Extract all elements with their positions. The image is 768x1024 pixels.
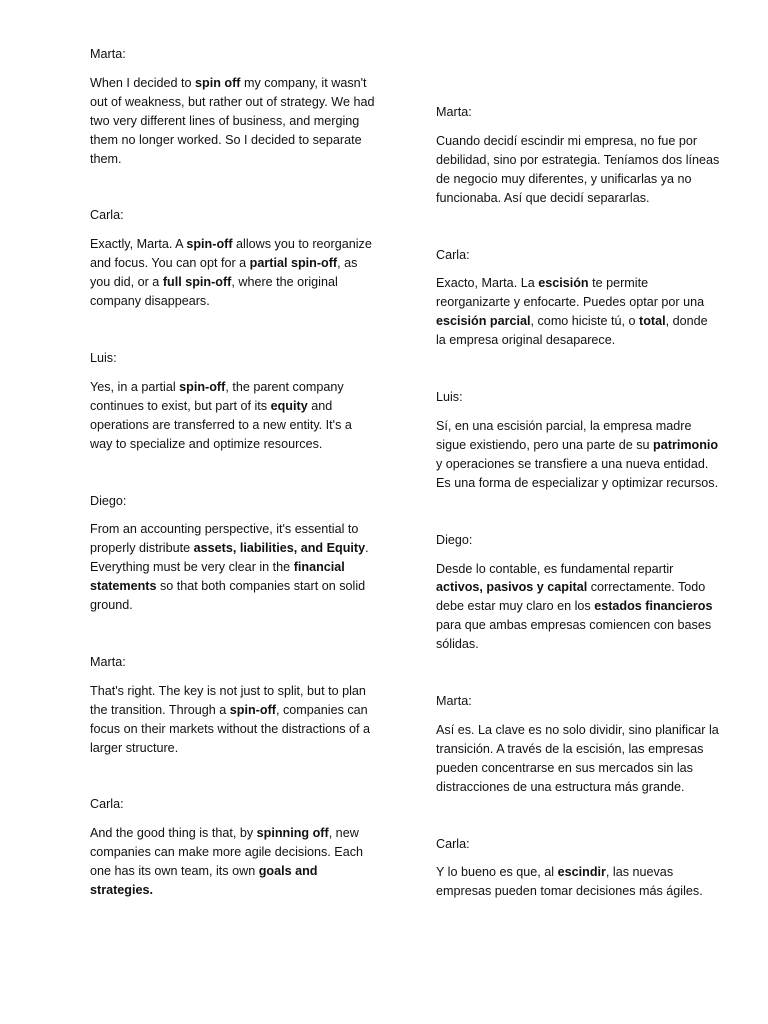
- text-segment: , as: [337, 256, 358, 271]
- dialogue-text: [90, 824, 394, 900]
- bold-term: equity: [270, 398, 308, 413]
- dialogue-text: [436, 274, 740, 350]
- text-segment: out of weakness, but rather out of strategy. We had: [90, 94, 375, 109]
- text-line: [436, 721, 740, 740]
- speaker-name: Carla:: [436, 836, 470, 851]
- text-segment: so that both companies start on solid: [156, 579, 366, 594]
- text-line: [90, 520, 394, 539]
- text-line: [436, 436, 740, 455]
- text-segment: pueden concentrarse en sus mercados sin las: [436, 760, 693, 775]
- bold-term: spinning off: [256, 826, 329, 841]
- speaker-name: Luis:: [90, 350, 117, 365]
- text-line: [90, 74, 394, 93]
- dialogue-turn: [436, 531, 740, 654]
- dialogue-text: [90, 74, 394, 169]
- bold-term: partial spin-off: [249, 256, 338, 271]
- bold-term: full spin-off: [162, 275, 232, 290]
- text-segment: correctamente. Todo: [587, 580, 706, 595]
- text-line: [90, 862, 394, 881]
- text-segment: allows you to reorganize: [232, 237, 372, 252]
- text-segment: That's right. The key is not just to split, but to plan: [90, 683, 366, 698]
- text-segment: sigue existiendo, pero una parte de su: [436, 437, 654, 452]
- text-segment: te permite: [588, 276, 649, 291]
- bold-term: financial: [293, 560, 345, 575]
- text-segment: distracciones de una estructura más grande.: [436, 779, 685, 794]
- text-segment: Exactly, Marta. A: [90, 237, 187, 252]
- text-segment: ground.: [90, 598, 133, 613]
- text-line: [436, 635, 740, 654]
- text-line: [90, 558, 394, 577]
- text-segment: Y lo bueno es que, al: [436, 865, 558, 880]
- text-segment: you did, or a: [90, 275, 163, 290]
- text-segment: properly distribute: [90, 541, 194, 556]
- bold-term: patrimonio: [653, 437, 719, 452]
- speaker-name: Carla:: [90, 208, 124, 223]
- text-segment: and: [307, 398, 333, 413]
- text-line: [436, 740, 740, 759]
- text-segment: , where the original: [231, 275, 338, 290]
- text-segment: and focus. You can opt for a: [90, 256, 250, 271]
- speaker-name: Marta:: [90, 47, 126, 61]
- text-line: [436, 293, 740, 312]
- text-line: [436, 274, 740, 293]
- text-segment: continues to exist, but part of its: [90, 398, 271, 413]
- text-segment: them no longer worked. So I decided to separate: [90, 132, 362, 147]
- text-segment: transición. A través de la escisión, las empresas: [436, 741, 704, 756]
- text-line: [90, 112, 394, 131]
- text-segment: empresas pueden tomar decisiones más ágiles.: [436, 884, 703, 899]
- dialogue-text: [436, 721, 740, 797]
- dialogue-turn: [90, 492, 394, 615]
- dialogue-text: [436, 863, 740, 901]
- text-segment: y operaciones se transfiere a una nueva entidad.: [436, 456, 709, 471]
- dialogue-turn: [436, 246, 740, 351]
- text-segment: two very different lines of business, and merging: [90, 113, 360, 128]
- text-line: [90, 131, 394, 150]
- text-segment: the transition. Through a: [90, 702, 230, 717]
- dialogue-turn: [436, 103, 740, 208]
- text-line: [90, 150, 394, 169]
- text-segment: debilidad, sino por estrategia. Teníamos dos líneas: [436, 152, 720, 167]
- text-line: [90, 843, 394, 862]
- text-line: [90, 292, 394, 311]
- text-segment: them.: [90, 151, 122, 166]
- text-segment: When I decided to: [90, 75, 196, 90]
- dialogue-text: [90, 682, 394, 758]
- text-line: [90, 739, 394, 758]
- text-line: [90, 720, 394, 739]
- speaker-name: Luis:: [436, 390, 463, 405]
- text-segment: Yes, in a partial: [90, 379, 180, 394]
- text-line: [436, 759, 740, 778]
- text-line: [436, 455, 740, 474]
- dialogue-text: [436, 560, 740, 655]
- text-segment: focus on their markets without the distractions of a: [90, 721, 370, 736]
- text-line: [90, 435, 394, 454]
- bold-term: total: [639, 314, 666, 329]
- text-segment: Sí, en una escisión parcial, la empresa madre: [436, 418, 692, 433]
- dialogue-turn: [90, 653, 394, 758]
- dialogue-turn: [90, 45, 394, 168]
- text-segment: Everything must be very clear in the: [90, 560, 294, 575]
- speaker-name: Marta:: [436, 694, 472, 709]
- text-segment: , como hiciste tú, o: [530, 314, 640, 329]
- text-segment: Desde lo contable, es fundamental repartir: [436, 561, 674, 576]
- text-line: [90, 235, 394, 254]
- text-line: [90, 397, 394, 416]
- bold-term: goals and: [258, 864, 318, 879]
- text-segment: funcionaba. Así que decidí separarlas.: [436, 190, 650, 205]
- text-line: [436, 170, 740, 189]
- text-segment: , las nuevas: [605, 865, 674, 880]
- text-segment: Así es. La clave es no solo dividir, sino planificar la: [436, 722, 719, 737]
- text-line: [436, 597, 740, 616]
- text-segment: , new: [328, 826, 359, 841]
- text-segment: Es una forma de especializar y optimizar recursos.: [436, 475, 719, 490]
- speaker-name: Marta:: [436, 105, 472, 119]
- text-line: [436, 863, 740, 882]
- bold-term: escisión: [538, 276, 589, 291]
- text-segment: one has its own team, its own: [90, 864, 259, 879]
- text-segment: la empresa original desaparece.: [436, 333, 616, 348]
- bold-term: spin-off: [179, 379, 226, 394]
- dialogue-turn: [90, 349, 394, 454]
- text-segment: , companies can: [275, 702, 368, 717]
- text-line: [436, 560, 740, 579]
- spanish-dialogue-column: [436, 103, 740, 939]
- text-line: [436, 312, 740, 331]
- text-line: [90, 254, 394, 273]
- text-segment: way to specialize and optimize resources.: [90, 436, 323, 451]
- dialogue-turn: [436, 388, 740, 493]
- dialogue-turn: [436, 692, 740, 797]
- text-line: [436, 474, 740, 493]
- text-segment: From an accounting perspective, it's essential to: [90, 522, 359, 537]
- text-line: [436, 132, 740, 151]
- text-segment: Cuando decidí escindir mi empresa, no fue por: [436, 133, 698, 148]
- dialogue-text: [90, 378, 394, 454]
- bold-term: estados financieros: [594, 599, 713, 614]
- dialogue-turn: [90, 795, 394, 900]
- text-line: [436, 578, 740, 597]
- text-line: [90, 416, 394, 435]
- text-line: [90, 273, 394, 292]
- bold-term: strategies.: [90, 883, 153, 898]
- text-segment: para que ambas empresas comiencen con bases: [436, 618, 712, 633]
- bold-term: assets, liabilities, and Equity: [193, 541, 366, 556]
- text-line: [436, 778, 740, 797]
- text-line: [90, 881, 394, 900]
- text-segment: companies can make more agile decisions. Each: [90, 845, 364, 860]
- speaker-name: Diego:: [90, 493, 127, 508]
- text-segment: sólidas.: [436, 637, 479, 652]
- text-line: [436, 417, 740, 436]
- dialogue-text: [90, 235, 394, 311]
- text-line: [436, 882, 740, 901]
- speaker-name: Carla:: [90, 797, 124, 812]
- text-line: [90, 682, 394, 701]
- speaker-name: Marta:: [90, 654, 126, 669]
- text-segment: larger structure.: [90, 740, 179, 755]
- text-line: [90, 596, 394, 615]
- text-segment: operations are transferred to a new entity. It's a: [90, 417, 352, 432]
- text-line: [90, 701, 394, 720]
- text-segment: my company, it wasn't: [240, 75, 367, 90]
- text-line: [90, 539, 394, 558]
- text-line: [436, 151, 740, 170]
- dialogue-text: [436, 132, 740, 208]
- text-line: [90, 93, 394, 112]
- text-line: [436, 331, 740, 350]
- bold-term: escisión parcial: [436, 314, 531, 329]
- dialogue-text: [436, 417, 740, 493]
- dialogue-turn: [90, 206, 394, 311]
- text-line: [90, 577, 394, 596]
- text-line: [90, 378, 394, 397]
- text-segment: , donde: [665, 314, 708, 329]
- bold-term: spin off: [195, 75, 241, 90]
- text-line: [436, 189, 740, 208]
- bold-term: statements: [90, 579, 157, 594]
- text-line: [90, 824, 394, 843]
- text-segment: reorganizarte y enfocarte. Puedes optar por una: [436, 295, 705, 310]
- text-segment: Exacto, Marta. La: [436, 276, 539, 291]
- text-line: [436, 616, 740, 635]
- speaker-name: Diego:: [436, 532, 473, 547]
- text-segment: company disappears.: [90, 294, 210, 309]
- bold-term: activos, pasivos y capital: [436, 580, 588, 595]
- dialogue-turn: [436, 835, 740, 902]
- bold-term: spin-off: [229, 702, 276, 717]
- text-segment: And the good thing is that, by: [90, 826, 257, 841]
- text-segment: , the parent company: [225, 379, 344, 394]
- dialogue-text: [90, 520, 394, 615]
- bold-term: escindir: [557, 865, 606, 880]
- text-segment: de negocio muy diferentes, y unificarlas ya no: [436, 171, 692, 186]
- english-dialogue-column: [90, 45, 394, 938]
- speaker-name: Carla:: [436, 247, 470, 262]
- bold-term: spin-off: [186, 237, 233, 252]
- text-segment: .: [365, 541, 369, 556]
- text-segment: debe estar muy claro en los: [436, 599, 595, 614]
